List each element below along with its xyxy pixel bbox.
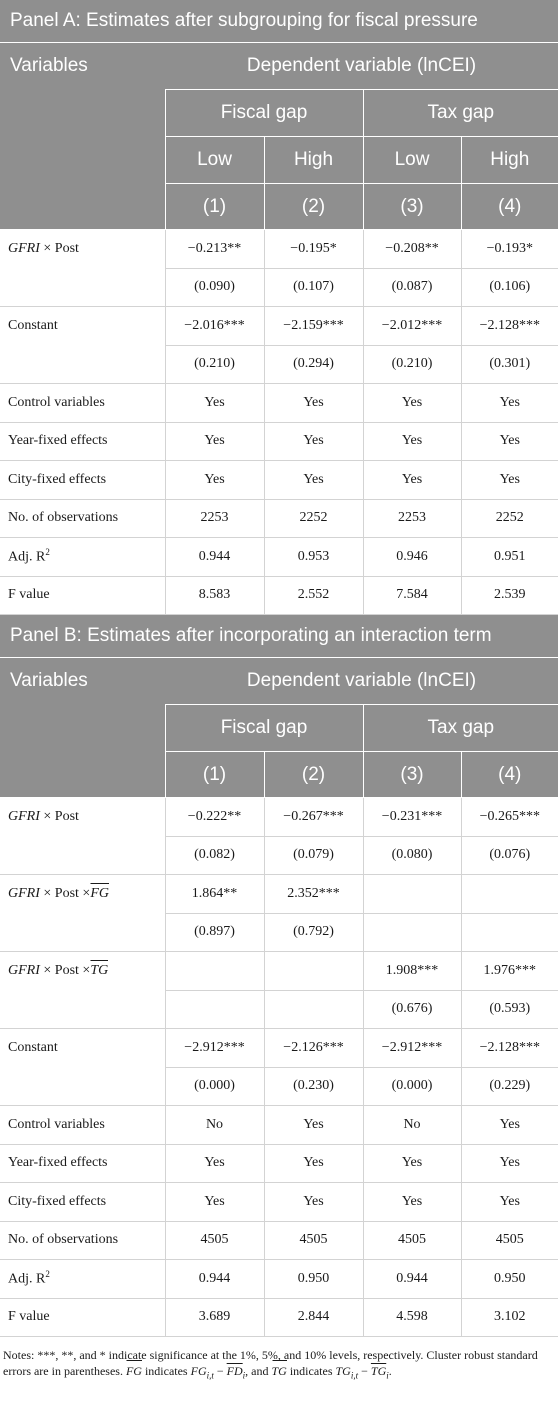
se-cell: (0.082) [165, 836, 264, 875]
value-cell: Yes [264, 384, 363, 423]
se-cell: (0.229) [461, 1067, 558, 1106]
row-label: GFRI × Post [8, 241, 79, 256]
value-cell: Yes [165, 422, 264, 461]
table-row [0, 1144, 558, 1183]
group-tax-gap: Tax gap [363, 705, 558, 752]
table-row [0, 875, 558, 914]
coefficient-cell: −0.267*** [264, 798, 363, 837]
value-cell: 4505 [165, 1221, 264, 1260]
se-cell: (0.210) [363, 345, 461, 384]
se-cell: (0.792) [264, 913, 363, 952]
coefficient-cell: −0.213** [165, 230, 264, 269]
table-row [0, 1183, 558, 1222]
row-label: Control variables [0, 1106, 165, 1145]
coefficient-cell: −2.912*** [363, 1029, 461, 1068]
se-cell [461, 913, 558, 952]
value-cell: 8.583 [165, 576, 264, 615]
value-cell: 0.944 [165, 1260, 264, 1299]
table-row [0, 1298, 558, 1337]
column-number: (3) [363, 184, 461, 230]
se-cell: (0.000) [165, 1067, 264, 1106]
value-cell: Yes [264, 1106, 363, 1145]
table-row [0, 384, 558, 423]
table-row [0, 576, 558, 615]
value-cell: 0.950 [461, 1260, 558, 1299]
se-cell: (0.593) [461, 990, 558, 1029]
row-label: Year-fixed effects [0, 1144, 165, 1183]
column-number: (2) [264, 752, 363, 798]
row-label: No. of observations [0, 1221, 165, 1260]
row-label: City-fixed effects [0, 1183, 165, 1222]
table-row [0, 422, 558, 461]
value-cell: 3.102 [461, 1298, 558, 1337]
table-row [0, 538, 558, 577]
coefficient-cell: −0.265*** [461, 798, 558, 837]
coefficient-cell: −0.222** [165, 798, 264, 837]
row-label: Adj. $R^2$ [0, 1260, 165, 1299]
se-cell: (0.294) [264, 345, 363, 384]
panel-b-title: Panel B: Estimates after incorporating an interaction term [0, 615, 558, 658]
table-row [0, 836, 558, 875]
table-row [0, 499, 558, 538]
value-cell: Yes [363, 384, 461, 423]
coefficient-cell: −2.912*** [165, 1029, 264, 1068]
se-cell: (0.107) [264, 268, 363, 307]
table-row [0, 461, 558, 500]
coefficient-cell: −2.128*** [461, 1029, 558, 1068]
se-cell: (0.301) [461, 345, 558, 384]
value-cell: 0.950 [264, 1260, 363, 1299]
se-cell: (0.676) [363, 990, 461, 1029]
column-number: (1) [165, 752, 264, 798]
table-row [0, 913, 558, 952]
coefficient-cell: −2.159*** [264, 307, 363, 346]
variables-header: Variables [0, 43, 165, 90]
coefficient-cell: 2.352*** [264, 875, 363, 914]
row-label: City-fixed effects [0, 461, 165, 500]
value-cell: Yes [165, 1144, 264, 1183]
value-cell: 3.689 [165, 1298, 264, 1337]
table-row [0, 307, 558, 346]
row-label: GFRI × Post [8, 809, 79, 824]
row-label: No. of observations [0, 499, 165, 538]
coefficient-cell: −2.126*** [264, 1029, 363, 1068]
coefficient-cell [165, 952, 264, 991]
se-cell [264, 990, 363, 1029]
coefficient-cell: −2.012*** [363, 307, 461, 346]
tg-hat-symbol: TG [90, 963, 109, 978]
column-number: (3) [363, 752, 461, 798]
table-row [0, 952, 558, 991]
table-row [0, 1106, 558, 1145]
value-cell: 0.953 [264, 538, 363, 577]
table-row [0, 1067, 558, 1106]
coefficient-cell [363, 875, 461, 914]
value-cell: 0.946 [363, 538, 461, 577]
value-cell: 0.951 [461, 538, 558, 577]
row-label: GFRI × Post ×TG [8, 963, 109, 978]
row-label: F value [0, 1298, 165, 1337]
table-row [0, 268, 558, 307]
value-cell: Yes [363, 422, 461, 461]
value-cell: 0.944 [363, 1260, 461, 1299]
group-tax-gap: Tax gap [363, 90, 558, 137]
se-cell: (0.079) [264, 836, 363, 875]
value-cell: Yes [165, 384, 264, 423]
panel-a-title: Panel A: Estimates after subgrouping for fiscal pressure [0, 0, 558, 43]
value-cell: 4505 [461, 1221, 558, 1260]
value-cell: Yes [461, 1183, 558, 1222]
value-cell: 2252 [264, 499, 363, 538]
column-number: (1) [165, 184, 264, 230]
se-cell: (0.897) [165, 913, 264, 952]
level-low: Low [165, 137, 264, 184]
table-row [0, 230, 558, 269]
column-number: (4) [461, 752, 558, 798]
value-cell: Yes [461, 1106, 558, 1145]
coefficient-cell: −0.195* [264, 230, 363, 269]
se-cell: (0.210) [165, 345, 264, 384]
value-cell: 2253 [363, 499, 461, 538]
value-cell: Yes [264, 461, 363, 500]
value-cell: Yes [461, 1144, 558, 1183]
value-cell: 7.584 [363, 576, 461, 615]
value-cell: 4505 [363, 1221, 461, 1260]
table-row [0, 990, 558, 1029]
value-cell: Yes [461, 422, 558, 461]
table-row [0, 1221, 558, 1260]
value-cell: Yes [165, 461, 264, 500]
se-cell: (0.090) [165, 268, 264, 307]
row-label: Year-fixed effects [0, 422, 165, 461]
coefficient-cell: −2.128*** [461, 307, 558, 346]
table-row [0, 1260, 558, 1299]
row-label: Constant [8, 1040, 58, 1055]
coefficient-cell: 1.908*** [363, 952, 461, 991]
se-cell: (0.076) [461, 836, 558, 875]
dependent-variable-header: Dependent variable (lnCEI) [165, 43, 558, 90]
fg-hat-symbol: FG [90, 886, 109, 901]
value-cell: Yes [165, 1183, 264, 1222]
value-cell: Yes [264, 1144, 363, 1183]
coefficient-cell: 1.864** [165, 875, 264, 914]
value-cell: 2.552 [264, 576, 363, 615]
group-fiscal-gap: Fiscal gap [165, 90, 363, 137]
row-label: Control variables [0, 384, 165, 423]
value-cell: Yes [264, 422, 363, 461]
se-cell: (0.000) [363, 1067, 461, 1106]
coefficient-cell: −0.231*** [363, 798, 461, 837]
row-label: F value [0, 576, 165, 615]
value-cell: Yes [363, 1183, 461, 1222]
table-notes: Notes: ***, **, and * indicate significance at the 1%, 5%, and 10% levels, respectively. Cluster robust standard errors are in parentheses. FG indicates $FG_{i,t} - \overline{FD}_i$, and TG indicates $TG_{i,t} - \overline{TG}_i$. [3, 1348, 538, 1381]
value-cell: Yes [363, 461, 461, 500]
table-row [0, 798, 558, 837]
variables-header: Variables [0, 658, 165, 705]
value-cell: Yes [461, 384, 558, 423]
row-label: Adj. $R^2$ [0, 538, 165, 577]
value-cell: Yes [264, 1183, 363, 1222]
coefficient-cell [264, 952, 363, 991]
se-cell [165, 990, 264, 1029]
se-cell [363, 913, 461, 952]
se-cell: (0.106) [461, 268, 558, 307]
value-cell: No [363, 1106, 461, 1145]
group-fiscal-gap: Fiscal gap [165, 705, 363, 752]
value-cell: 4.598 [363, 1298, 461, 1337]
level-low: Low [363, 137, 461, 184]
coefficient-cell: −0.208** [363, 230, 461, 269]
value-cell: 2252 [461, 499, 558, 538]
value-cell: Yes [363, 1144, 461, 1183]
value-cell: 0.944 [165, 538, 264, 577]
column-number: (2) [264, 184, 363, 230]
row-label: Constant [8, 318, 58, 333]
row-label: GFRI × Post ×FG [8, 886, 109, 901]
coefficient-cell: 1.976*** [461, 952, 558, 991]
level-high: High [264, 137, 363, 184]
value-cell: 2.844 [264, 1298, 363, 1337]
column-number: (4) [461, 184, 558, 230]
value-cell: 4505 [264, 1221, 363, 1260]
se-cell: (0.087) [363, 268, 461, 307]
coefficient-cell [461, 875, 558, 914]
coefficient-cell: −0.193* [461, 230, 558, 269]
coefficient-cell: −2.016*** [165, 307, 264, 346]
value-cell: No [165, 1106, 264, 1145]
dependent-variable-header: Dependent variable (lnCEI) [165, 658, 558, 705]
value-cell: 2253 [165, 499, 264, 538]
table-row [0, 345, 558, 384]
se-cell: (0.230) [264, 1067, 363, 1106]
se-cell: (0.080) [363, 836, 461, 875]
value-cell: Yes [461, 461, 558, 500]
table-row [0, 1029, 558, 1068]
value-cell: 2.539 [461, 576, 558, 615]
level-high: High [461, 137, 558, 184]
